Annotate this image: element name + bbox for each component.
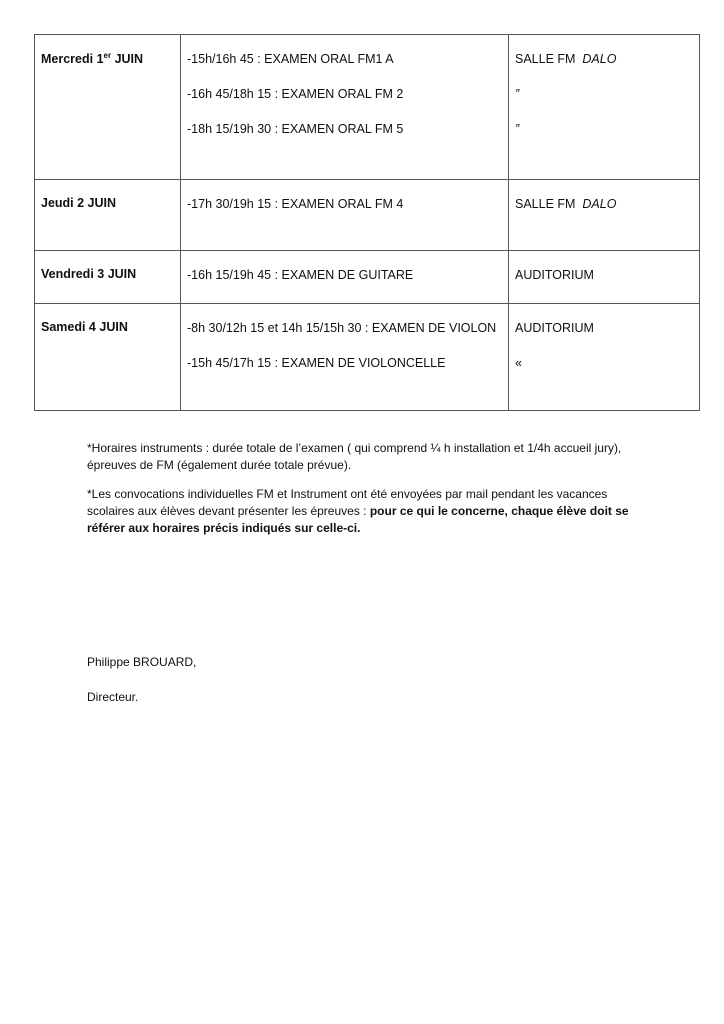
exam-slot: -16h 45/18h 15 : EXAMEN ORAL FM 2 [187, 87, 404, 101]
exams-cell [181, 251, 509, 304]
day-label: Vendredi 3 JUIN [41, 267, 137, 281]
day-label: Jeudi 2 JUIN [41, 196, 117, 210]
location-cell [509, 35, 700, 180]
exam-slot: -17h 30/19h 15 : EXAMEN ORAL FM 4 [187, 197, 404, 211]
ditto-mark: ” [515, 87, 520, 101]
table-row [35, 35, 700, 180]
exam-schedule-table [34, 34, 700, 411]
location-cell [509, 251, 700, 304]
signature-block [87, 654, 196, 724]
signatory-name: Philippe BROUARD, [87, 655, 197, 669]
exam-slot: -15h 45/17h 15 : EXAMEN DE VIOLONCELLE [187, 356, 446, 370]
day-label: Mercredi 1er JUIN [41, 51, 144, 67]
day-cell [35, 304, 181, 411]
exams-cell [181, 180, 509, 251]
exam-slot: -18h 15/19h 30 : EXAMEN ORAL FM 5 [187, 122, 404, 136]
exam-slot: -16h 15/19h 45 : EXAMEN DE GUITARE [187, 268, 414, 282]
location-cell [509, 304, 700, 411]
table-row [35, 180, 700, 251]
table-row [35, 304, 700, 411]
location-label: SALLE FM DALO [515, 197, 617, 211]
location-cell [509, 180, 700, 251]
note-instrument-timing: *Horaires instruments : durée totale de l’examen ( qui comprend ¼ h installation et 1/4h accueil jury), épreuves de FM (également durée totale prévue). [87, 441, 622, 472]
exam-slot: -8h 30/12h 15 et 14h 15/15h 30 : EXAMEN DE VIOLON [187, 321, 497, 335]
location-label: AUDITORIUM [515, 268, 594, 282]
day-cell [35, 180, 181, 251]
signatory-title: Directeur. [87, 690, 139, 704]
note-convocations: *Les convocations individuelles FM et Instrument ont été envoyées par mail pendant les vacances scolaires aux élèves devant présenter les épreuves : pour ce qui le concerne, chaque élève doit se référer aux horaires précis indiqués sur celle-ci. [87, 487, 629, 535]
exams-cell [181, 304, 509, 411]
ditto-mark: ” [515, 122, 520, 136]
day-label: Samedi 4 JUIN [41, 320, 128, 334]
location-label: AUDITORIUM [515, 321, 594, 335]
location-label: SALLE FM DALO [515, 52, 617, 66]
exam-slot: -15h/16h 45 : EXAMEN ORAL FM1 A [187, 52, 394, 66]
table-row [35, 251, 700, 304]
day-cell [35, 35, 181, 180]
day-cell [35, 251, 181, 304]
exams-cell [181, 35, 509, 180]
notes-section [87, 440, 647, 549]
ditto-mark: « [515, 356, 522, 370]
